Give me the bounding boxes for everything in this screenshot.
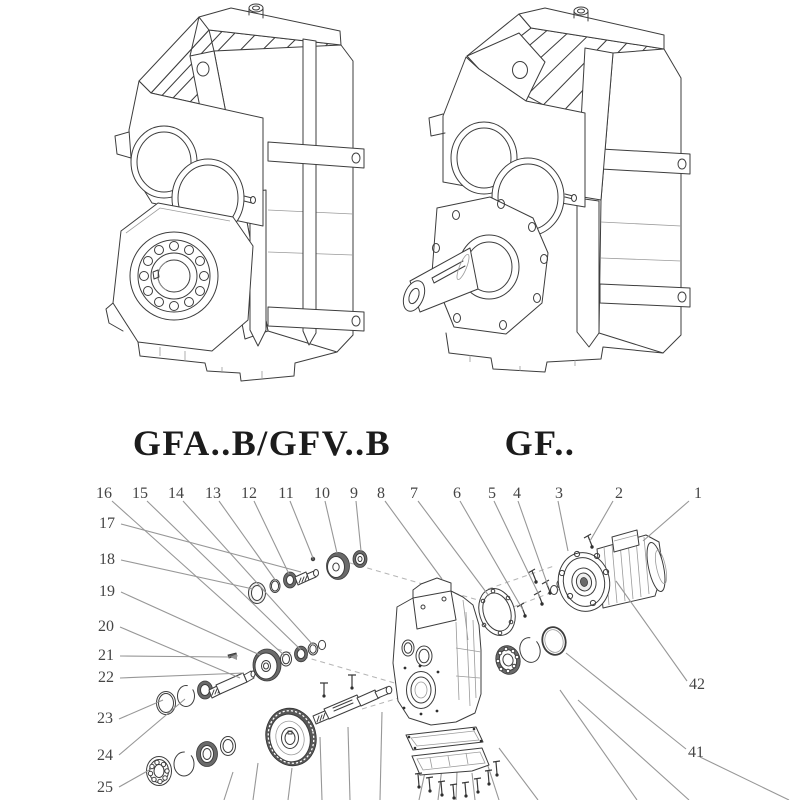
strap-bolt-hole xyxy=(352,153,360,163)
strap-bolt-hole xyxy=(678,159,686,169)
housing xyxy=(393,578,481,725)
callout-15-leader xyxy=(147,501,301,650)
callout-6-number: 6 xyxy=(453,485,461,502)
callout-2-leader xyxy=(590,501,613,541)
callout-17-number: 17 xyxy=(99,515,115,532)
caption-right: GF.. xyxy=(504,423,576,463)
output-bearing xyxy=(130,232,218,320)
callout-23-leader xyxy=(119,700,163,719)
input-shaft-parts xyxy=(249,551,368,604)
oil-pan-assembly xyxy=(406,727,500,800)
left-tab xyxy=(115,132,131,158)
callout-16-number: 16 xyxy=(96,485,112,502)
strap-bolt-hole xyxy=(352,316,360,326)
hanging-rail xyxy=(577,198,599,347)
mount-strap-top xyxy=(601,149,690,174)
callout-7-number: 7 xyxy=(410,485,418,502)
ring-small xyxy=(318,640,325,649)
callout-5-number: 5 xyxy=(488,485,496,502)
callout-12-leader xyxy=(254,501,289,574)
side-stud xyxy=(572,195,577,202)
callout-25-number: 25 xyxy=(97,779,113,796)
callout-3-number: 3 xyxy=(555,485,563,502)
input-gasket xyxy=(473,584,521,640)
gearbox-left-drawing xyxy=(106,4,364,381)
callout-4-number: 4 xyxy=(513,485,521,502)
caption-left: GFA..B/GFV..B xyxy=(132,423,392,463)
callout-12-number: 12 xyxy=(241,485,257,502)
callout-1-number: 1 xyxy=(694,485,702,502)
base-feet xyxy=(138,342,337,381)
studs xyxy=(320,675,356,698)
callout-42-number: 42 xyxy=(689,676,705,693)
intermediate-shaft-parts xyxy=(157,640,326,714)
callout-19-number: 19 xyxy=(99,583,115,600)
side-panel xyxy=(599,49,681,353)
output-shaft xyxy=(313,686,392,724)
main-gear xyxy=(260,703,323,771)
gearbox-right-drawing xyxy=(399,7,690,372)
callout-21-leader xyxy=(120,656,230,657)
callout-9-leader xyxy=(356,501,361,551)
callout-5-leader xyxy=(494,501,540,597)
bolt xyxy=(517,603,527,618)
callout-22-number: 22 xyxy=(98,669,114,686)
callout-2-number: 2 xyxy=(615,485,623,502)
callout-8-number: 8 xyxy=(377,485,385,502)
callout-22-leader xyxy=(120,673,244,678)
seal-ring xyxy=(157,692,176,715)
callout-24-leader xyxy=(119,699,185,755)
callout-21-number: 21 xyxy=(98,647,114,664)
callout-14-number: 14 xyxy=(168,485,184,502)
callout-1-leader xyxy=(643,501,689,541)
callout-23-number: 23 xyxy=(97,710,113,727)
callout-10-number: 10 xyxy=(314,485,330,502)
callout-3-leader xyxy=(558,501,568,551)
side-stud xyxy=(251,197,256,204)
callout-20-number: 20 xyxy=(98,618,114,635)
callout-19-leader xyxy=(121,592,260,655)
output-shaft-parts xyxy=(147,675,392,786)
washer xyxy=(551,586,558,595)
callout-15-number: 15 xyxy=(132,485,148,502)
callout-16-leader xyxy=(112,501,285,656)
callout-41-leader xyxy=(566,653,686,749)
callout-10-leader xyxy=(325,501,337,553)
callout-13-number: 13 xyxy=(205,485,221,502)
pan-gasket xyxy=(406,727,483,750)
snap-ring xyxy=(517,635,543,664)
bolt xyxy=(534,591,544,606)
callout-13-leader xyxy=(219,501,276,581)
strap-bolt-hole xyxy=(678,292,686,302)
callout-20-leader xyxy=(120,627,240,678)
callout-41-number: 41 xyxy=(688,744,704,761)
vertical-rail xyxy=(303,39,316,345)
callout-18-leader xyxy=(121,560,253,589)
callout-8-leader xyxy=(385,501,442,579)
callout-9-number: 9 xyxy=(350,485,358,502)
motor xyxy=(553,530,669,616)
callout-24-number: 24 xyxy=(97,747,113,764)
callout-11-leader xyxy=(290,501,313,558)
ball-bearing xyxy=(147,757,172,786)
callout-18-number: 18 xyxy=(99,551,115,568)
snap-ring xyxy=(174,752,194,776)
callout-25-leader xyxy=(119,769,151,787)
callout-11-number: 11 xyxy=(278,485,294,502)
mount-strap-bottom xyxy=(600,284,690,307)
